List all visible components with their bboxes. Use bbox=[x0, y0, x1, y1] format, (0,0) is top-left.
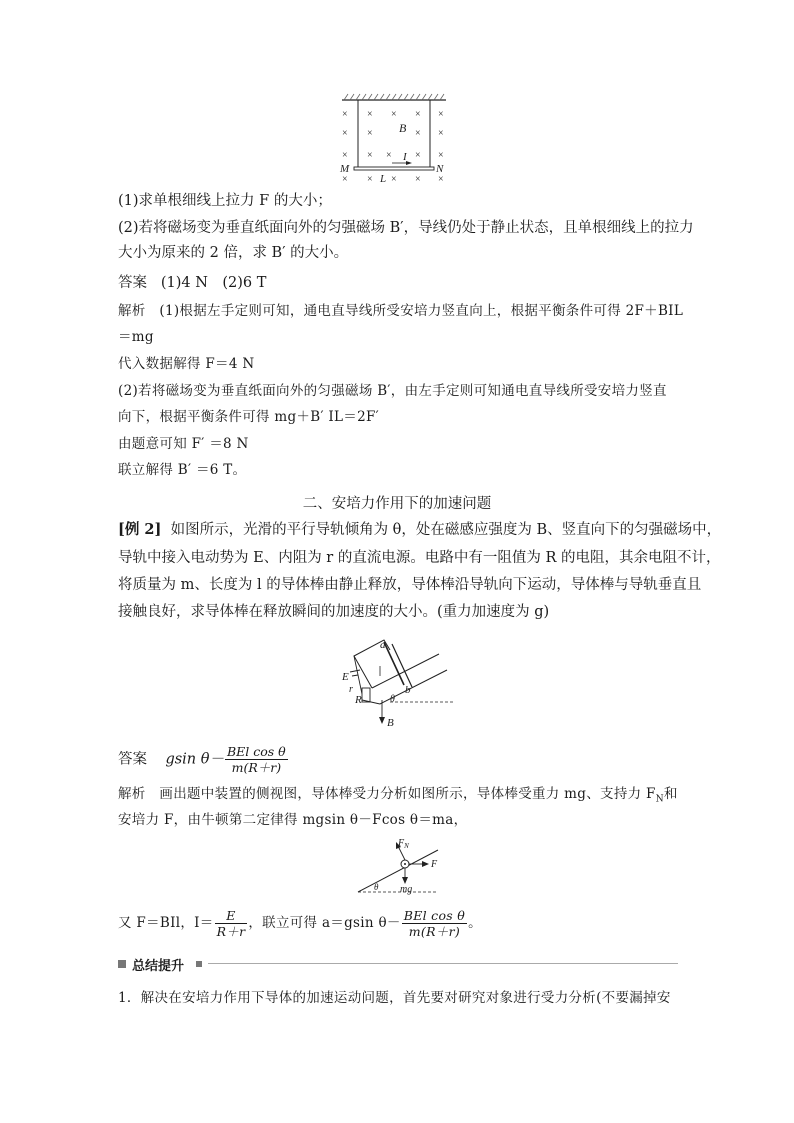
example-2-line-1: [例 2] 如图所示，光滑的平行导轨倾角为 θ，处在磁感应强度为 B、竖直向下的匀强磁场中， bbox=[118, 521, 722, 538]
svg-text:E: E bbox=[342, 671, 349, 683]
svg-text:×: × bbox=[342, 128, 348, 139]
solution-1-line-5: 向下，根据平衡条件可得 mg＋B′ IL＝2F′ bbox=[118, 409, 380, 425]
label-N: N bbox=[436, 163, 444, 175]
question-1: (1)求单根细线上拉力 F 的大小； bbox=[118, 193, 332, 209]
example-tag: [例 2] bbox=[118, 521, 162, 538]
svg-text:R: R bbox=[355, 694, 362, 706]
question-2-line-2: 大小为原来的 2 倍，求 B′ 的大小。 bbox=[118, 245, 349, 261]
svg-text:θ: θ bbox=[374, 882, 379, 892]
solution-2-label: 解析 bbox=[118, 786, 146, 802]
svg-text:a: a bbox=[380, 639, 386, 651]
svg-text:×: × bbox=[415, 150, 421, 161]
svg-text:×: × bbox=[391, 109, 397, 120]
summary-header bbox=[118, 956, 678, 972]
summary-marker-icon bbox=[118, 960, 126, 968]
svg-text:×: × bbox=[367, 109, 373, 120]
solution-1-line-1: 解析 (1)根据左手定则可知，通电直导线所受安培力竖直向上，根据平衡条件可得 2F＋BIL bbox=[118, 303, 684, 319]
figure-inclined-rails bbox=[0, 630, 794, 740]
summary-rule bbox=[208, 963, 678, 964]
summary-dot-icon bbox=[196, 961, 202, 967]
svg-text:×: × bbox=[367, 128, 373, 139]
svg-text:×: × bbox=[342, 150, 348, 161]
svg-text:×: × bbox=[367, 174, 373, 185]
field-crosses bbox=[342, 109, 444, 185]
svg-text:×: × bbox=[438, 109, 444, 120]
svg-text:×: × bbox=[438, 174, 444, 185]
svg-text:×: × bbox=[342, 174, 348, 185]
svg-text:b: b bbox=[405, 684, 411, 696]
svg-text:θ: θ bbox=[390, 694, 395, 705]
svg-text:×: × bbox=[342, 109, 348, 120]
section-heading: 二、安培力作用下的加速问题 bbox=[302, 496, 492, 512]
solution-label: 解析 bbox=[118, 303, 146, 319]
answer-text: (1)4 N (2)6 T bbox=[160, 275, 267, 291]
svg-text:×: × bbox=[438, 128, 444, 139]
svg-text:×: × bbox=[367, 150, 373, 161]
label-M: M bbox=[340, 163, 350, 175]
svg-text:×: × bbox=[415, 109, 421, 120]
answer-label: 答案 bbox=[118, 275, 147, 291]
final-formula: 又 F＝BIl，I＝ $\frac{E}{R+r}$ ，联立可得 a＝gsin θ－ $\frac{\text{BEl cos θ}}{m(R+r)}$ 。 bbox=[118, 908, 482, 939]
answer-2 bbox=[118, 744, 678, 774]
answer-2-label: 答案 bbox=[118, 751, 147, 768]
svg-text:×: × bbox=[438, 150, 444, 161]
answer-2-prefix: gsin θ－ bbox=[165, 751, 224, 768]
solution-1-line-4: (2)若将磁场变为垂直纸面向外的匀强磁场 B′，由左手定则可知通电直导线所受安培力竖直 bbox=[118, 383, 667, 399]
label-B: B bbox=[399, 121, 407, 135]
example-2-line-2: 导轨中接入电动势为 E、内阻为 r 的直流电源。电路中有一阻值为 R 的电阻，其余电阻不计， bbox=[118, 550, 721, 566]
example-2-line-4: 接触良好，求导体棒在释放瞬间的加速度的大小。(重力加速度为 g) bbox=[118, 604, 550, 620]
svg-text:mg: mg bbox=[400, 884, 413, 895]
question-2-line-1: (2)若将磁场变为垂直纸面向外的匀强磁场 B′，导线仍处于静止状态，且单根细线上的拉力 bbox=[118, 220, 694, 236]
solution-1-line-7: 联立解得 B′ ＝6 T。 bbox=[118, 462, 247, 478]
solution-2-line-1: 解析 画出题中装置的侧视图，导体棒受力分析如图所示，导体棒受重力 mg、支持力 $F_N$和 bbox=[118, 786, 678, 805]
summary-title: 总结提升 bbox=[132, 959, 185, 974]
figure-force-diagram bbox=[0, 830, 794, 900]
wire-MN bbox=[354, 167, 434, 170]
answer-2-fraction: $\frac{\text{BEl cos θ}}{m(R+r)}$ bbox=[226, 744, 286, 775]
svg-text:r: r bbox=[349, 684, 353, 695]
summary-line-1: 1．解决在安培力作用下导体的加速运动问题，首先要对研究对象进行受力分析(不要漏掉安 bbox=[118, 990, 671, 1006]
svg-text:×: × bbox=[415, 174, 421, 185]
label-I: I bbox=[403, 151, 407, 163]
svg-text:×: × bbox=[415, 128, 421, 139]
solution-1-line-3: 代入数据解得 F＝4 N bbox=[118, 356, 255, 372]
solution-2-line-2: 安培力 F，由牛顿第二定律得 mgsin θ－Fcos θ＝ma， bbox=[118, 812, 468, 828]
answer-1 bbox=[118, 273, 678, 293]
svg-text:×: × bbox=[391, 174, 397, 185]
svg-text:×: × bbox=[386, 150, 392, 161]
svg-text:FN: $F_N$ bbox=[398, 838, 409, 850]
solution-1-line-2: ＝mg bbox=[118, 329, 154, 345]
svg-text:F: F bbox=[431, 859, 438, 870]
svg-text:B: B bbox=[387, 717, 394, 729]
solution-1-line-6: 由题意可知 F′ ＝8 N bbox=[118, 436, 249, 452]
label-L: L bbox=[380, 173, 387, 185]
example-2-line-3: 将质量为 m、长度为 l 的导体棒由静止释放，导体棒沿导轨向下运动，导体棒与导轨垂直且 bbox=[118, 577, 702, 593]
